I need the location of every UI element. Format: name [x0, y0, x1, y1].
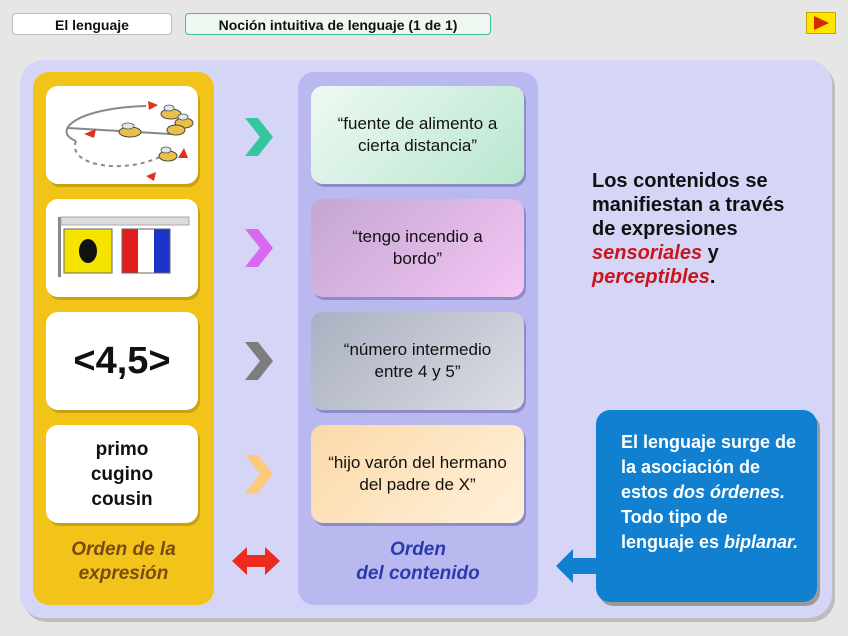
expression-card-interval [46, 312, 198, 410]
content-text: “tengo incendio a bordo” [352, 227, 483, 268]
bee-dance-icon [46, 86, 198, 184]
conclusion-note [596, 410, 817, 602]
intro-paragraph [592, 169, 822, 289]
content-label-line2: del contenido [356, 563, 480, 584]
intro-line3: de expresiones [592, 218, 738, 240]
expression-column-label [33, 538, 214, 586]
word-primo: primo [95, 438, 149, 460]
chevron-right-icon [245, 342, 273, 380]
expression-card-words [46, 425, 198, 523]
content-card-fire [311, 199, 524, 297]
note-emphasis-dos-ordenes: dos órdenes. [673, 482, 786, 502]
emphasis-perceptibles: perceptibles [592, 266, 710, 288]
words-list [46, 425, 198, 523]
chevron-right-icon [245, 455, 273, 493]
intro-period: . [709, 266, 716, 288]
play-triangle-icon [814, 16, 829, 30]
chevron-right-icon [245, 118, 273, 156]
content-text: “número intermedio entre 4 y 5” [343, 340, 492, 381]
expression-card-bees [46, 86, 198, 184]
interval-text: <4,5> [73, 339, 171, 382]
emphasis-sensoriales: sensoriales [592, 242, 703, 264]
expression-label-line2: expresión [78, 563, 169, 584]
content-column-label [298, 538, 538, 586]
content-text: “hijo varón del hermano del padre de X” [328, 453, 507, 494]
note-emphasis-biplanar: biplanar. [724, 532, 799, 552]
section-tab[interactable]: El lenguaje [12, 13, 172, 35]
next-page-button[interactable] [806, 12, 836, 34]
intro-line1: Los contenidos se [592, 170, 768, 192]
word-cugino: cugino [90, 463, 154, 485]
signal-flags-icon [46, 199, 198, 297]
chevron-right-icon [245, 229, 273, 267]
intro-conj: y [702, 242, 719, 264]
page-title-tab: Noción intuitiva de lenguaje (1 de 1) [185, 13, 491, 35]
content-card-food [311, 86, 524, 184]
content-card-cousin [311, 425, 524, 523]
intro-line4 [592, 241, 822, 265]
note-text-2: Todo tipo de lenguaje es [621, 507, 728, 552]
intro-line5 [592, 265, 822, 289]
note-text-1: El lenguaje surge de la asociación de estos [621, 432, 797, 502]
expression-card-flags [46, 199, 198, 297]
content-text: “fuente de alimento a cierta distancia” [337, 114, 498, 155]
content-card-number [311, 312, 524, 410]
content-label-line1: Orden [390, 539, 446, 560]
arrow-left-icon [556, 549, 600, 583]
expression-label-line1: Orden de la [71, 539, 176, 560]
double-arrow-icon [232, 545, 280, 577]
word-cousin: cousin [91, 488, 153, 510]
intro-line2: manifiestan a través [592, 194, 785, 216]
